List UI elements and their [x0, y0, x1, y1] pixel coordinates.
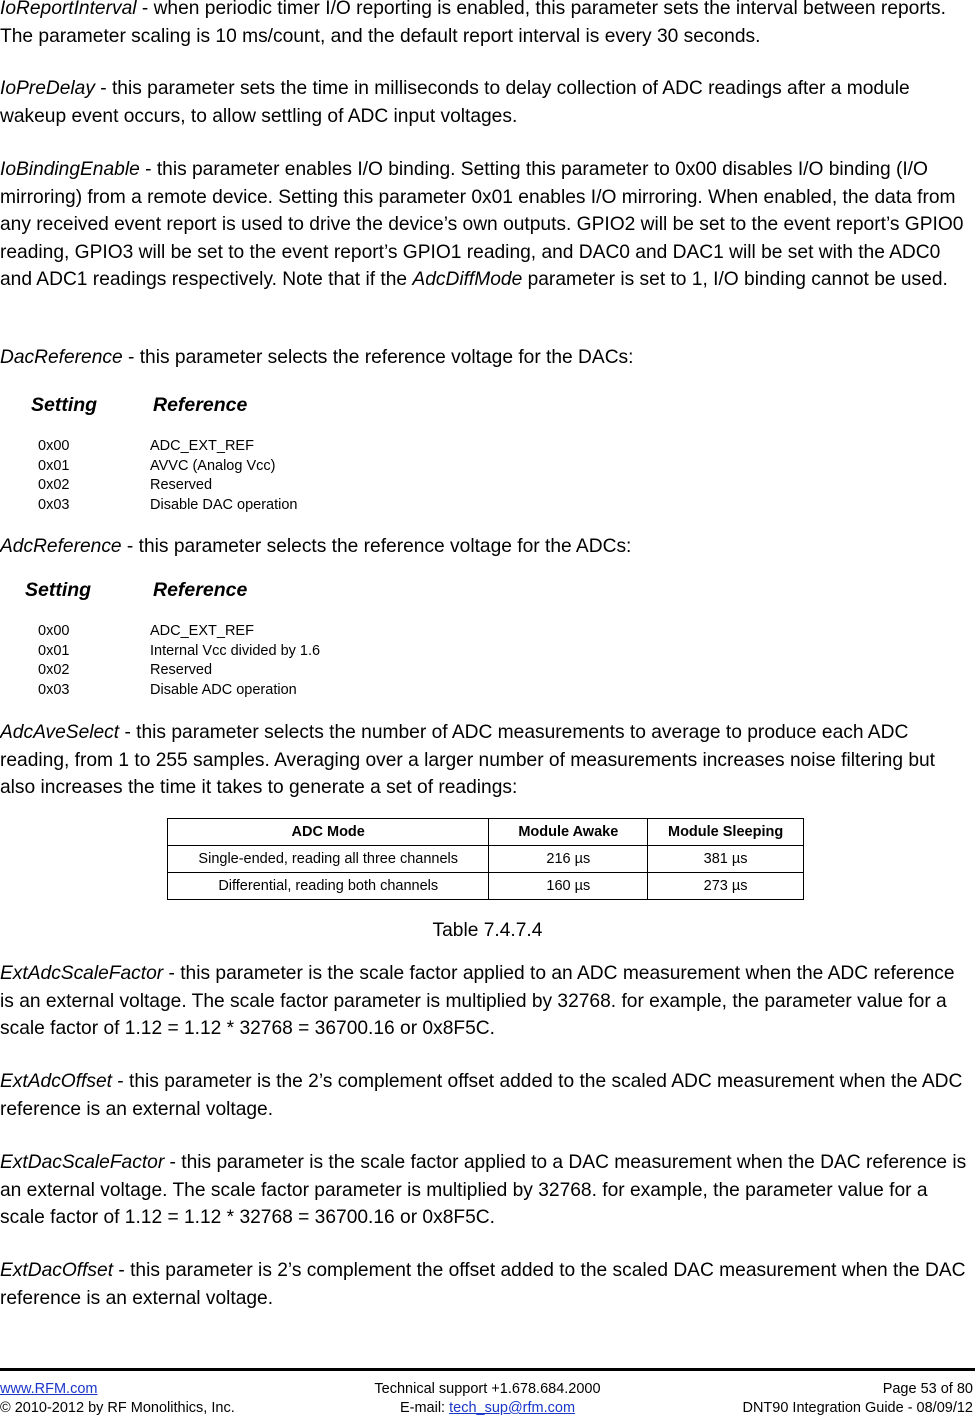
paragraph-io-report-interval: IoReportInterval - when periodic timer I/O reporting is enabled, this parameter sets the interval between reports. The parameter scaling is 10 ms/count, and the default report interval is every 30 seconds.: [0, 0, 946, 47]
table-cell: 381 µs: [648, 846, 804, 873]
paragraph-io-pre-delay: IoPreDelay - this parameter sets the time in milliseconds to delay collection of ADC readings after a module wakeup event occurs, to allow settling of ADC input voltages.: [0, 78, 910, 127]
table-cell: Differential, reading both channels: [168, 873, 489, 900]
table-header: ADC Mode: [168, 819, 489, 846]
page-number: Page 53 of 80: [882, 1381, 973, 1397]
table-row: [168, 873, 804, 900]
term: DacReference: [0, 347, 123, 368]
dac-codes: 0x00 0x01 0x02 0x03: [38, 438, 70, 513]
dac-references: ADC_EXT_REF AVVC (Analog Vcc) Reserved Disable DAC operation: [150, 438, 298, 513]
footer-divider: [0, 1368, 975, 1371]
paragraph-adc-ave-select: AdcAveSelect - this parameter selects the number of ADC measurements to average to produce each ADC reading, from 1 to 255 samples. Averaging over a larger number of measurements increases noise filtering but also increases the time it takes to generate a set of readings:: [0, 722, 935, 798]
term: ExtAdcScaleFactor: [0, 963, 164, 984]
paragraph-io-binding-enable: IoBindingEnable - this parameter enables I/O binding. Setting this parameter to 0x00 disables I/O binding (I/O mirroring) from a remote device. Setting this parameter 0x01 enables I/O mirroring. When enabled, the data from any received event report is used to drive the device’s own outputs. GPIO2 will be set to the event report’s GPIO0 reading, GPIO3 will be set to the event report’s GPIO1 reading, and DAC0 and DAC1 will be set with the ADC0 and ADC1 readings respectively. Note that if the AdcDiffMode parameter is set to 1, I/O binding cannot be used.: [0, 159, 964, 290]
support-phone: Technical support +1.678.684.2000: [374, 1381, 601, 1397]
term: AdcAveSelect: [0, 722, 120, 743]
term: ExtAdcOffset: [0, 1071, 112, 1092]
table-cell: 216 µs: [489, 846, 648, 873]
guide-title: DNT90 Integration Guide - 08/09/12: [742, 1400, 973, 1416]
website-link[interactable]: www.RFM.com: [0, 1381, 98, 1397]
table-header-row: [168, 819, 804, 846]
adc-reference-header: Reference: [153, 579, 248, 601]
table-header: Module Awake: [489, 819, 648, 846]
paragraph-adc-reference: AdcReference - this parameter selects the reference voltage for the ADCs:: [0, 536, 632, 557]
term: IoPreDelay: [0, 78, 95, 99]
table-cell: 273 µs: [648, 873, 804, 900]
adc-codes: 0x00 0x01 0x02 0x03: [38, 623, 70, 698]
table-caption: Table 7.4.7.4: [432, 920, 543, 941]
paragraph-ext-dac-scale-factor: ExtDacScaleFactor - this parameter is the scale factor applied to a DAC measurement when the DAC reference is an external voltage. The scale factor parameter is multiplied by 32768. for example, the parameter value for a scale factor of 1.12 = 1.12 * 32768 = 36700.16 or 0x8F5C.: [0, 1152, 967, 1228]
table-cell: Single-ended, reading all three channels: [168, 846, 489, 873]
term: IoReportInterval: [0, 0, 137, 19]
paragraph-ext-adc-scale-factor: ExtAdcScaleFactor - this parameter is the scale factor applied to an ADC measurement when the ADC reference is an external voltage. The scale factor parameter is multiplied by 32768. for example, the parameter value for a scale factor of 1.12 = 1.12 * 32768 = 36700.16 or 0x8F5C.: [0, 963, 955, 1039]
dac-reference-header: Reference: [153, 394, 248, 416]
table-cell: 160 µs: [489, 873, 648, 900]
timing-table: [167, 818, 804, 900]
adc-setting-header: Setting: [25, 579, 92, 601]
term: AdcReference: [0, 536, 122, 557]
term: ExtDacOffset: [0, 1260, 114, 1281]
adc-references: ADC_EXT_REF Internal Vcc divided by 1.6 Reserved Disable ADC operation: [150, 623, 321, 698]
copyright: © 2010-2012 by RF Monolithics, Inc.: [0, 1400, 235, 1416]
term: ExtDacScaleFactor: [0, 1152, 165, 1173]
term: AdcDiffMode: [412, 269, 523, 290]
table-header: Module Sleeping: [648, 819, 804, 846]
email-link[interactable]: tech_sup@rfm.com: [449, 1400, 576, 1416]
paragraph-ext-dac-offset: ExtDacOffset - this parameter is 2’s complement the offset added to the scaled DAC measurement when the DAC reference is an external voltage.: [0, 1260, 966, 1309]
paragraph-dac-reference: DacReference - this parameter selects the reference voltage for the DACs:: [0, 347, 634, 368]
support-email: E-mail: tech_sup@rfm.com: [399, 1400, 576, 1416]
dac-setting-header: Setting: [31, 394, 98, 416]
paragraph-ext-adc-offset: ExtAdcOffset - this parameter is the 2’s complement offset added to the scaled ADC measurement when the ADC reference is an external voltage.: [0, 1071, 963, 1120]
term: IoBindingEnable: [0, 159, 140, 180]
table-row: [168, 846, 804, 873]
